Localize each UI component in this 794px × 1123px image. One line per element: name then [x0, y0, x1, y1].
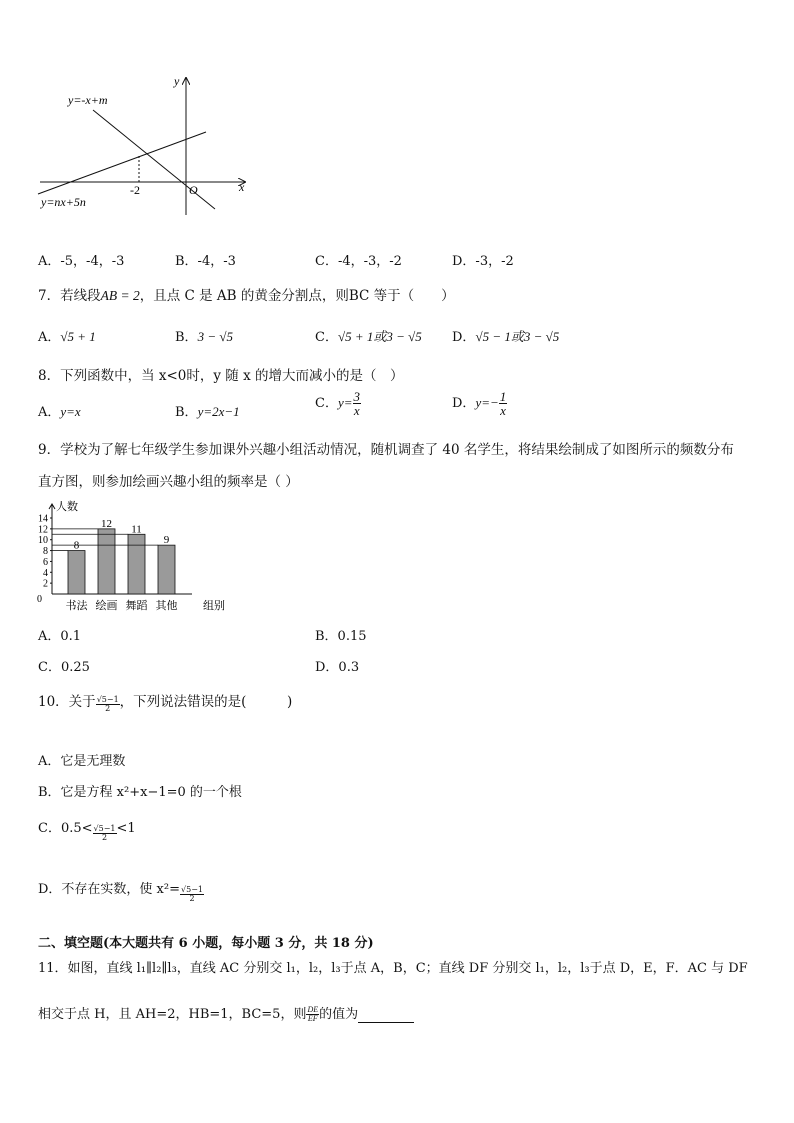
q10-frac-den: 2: [105, 704, 111, 713]
section-2-heading: 二、填空题(本大题共有 6 小题，每小题 3 分，共 18 分): [38, 936, 374, 951]
q7-suffix: ，且点 C 是 AB 的黄金分割点，则BC 等于（ ）: [139, 288, 455, 304]
q8-option-a[interactable]: [38, 401, 81, 420]
q10-fraction: [96, 696, 120, 713]
q8-d-den: x: [500, 403, 506, 418]
q9-option-c[interactable]: C．0.25: [38, 660, 90, 675]
tick-label: -2: [130, 183, 140, 197]
hist-bar: [158, 545, 175, 594]
q8-d-letter: D．: [452, 396, 476, 411]
q10-option-a[interactable]: A．它是无理数: [38, 754, 126, 769]
q11-answer-blank[interactable]: [358, 1022, 414, 1023]
q10-d-frac-num: √5−1: [181, 885, 203, 894]
q6-option-d[interactable]: D．-3，-2: [452, 254, 514, 269]
q7-d-text: √5 − 1或3 − √5: [475, 329, 560, 344]
hist-tick-label: 12: [38, 524, 48, 536]
hist-tick-label: 6: [43, 556, 48, 568]
q9-option-d[interactable]: D．0.3: [315, 660, 360, 675]
q10-c-fraction: [93, 825, 117, 842]
line-y-nx-plus-5n: [38, 132, 206, 194]
q7-d-letter: D．: [452, 330, 476, 345]
q10-d-fraction: [180, 886, 204, 903]
q10-frac-num: √5−1: [96, 695, 119, 704]
hist-tick-label: 14: [38, 513, 48, 525]
q8-d-pre: y=−: [475, 395, 499, 410]
q10-d-frac-den: 2: [189, 894, 195, 903]
q7-ab: AB = 2: [100, 288, 140, 303]
q8-c-pre: y=: [337, 395, 353, 410]
hist-value-label: 12: [101, 517, 112, 530]
q6-option-c[interactable]: C．-4，-3，-2: [315, 254, 402, 269]
hist-tick-label: 10: [38, 535, 48, 547]
q6-option-a[interactable]: A．-5，-4，-3: [38, 254, 125, 269]
q7-c-letter: C．: [315, 330, 338, 345]
q11-line2-pre: 相交于点 H，且 AH=2，HB=1，BC=5，则: [38, 1007, 307, 1022]
hist-category-label: 书法: [65, 600, 88, 612]
q7-prefix: 7．若线段: [38, 288, 101, 304]
hist-category-label: 其他: [155, 600, 178, 612]
hist-value-label: 11: [131, 523, 142, 536]
hist-category-label: 舞蹈: [125, 600, 148, 612]
q8-d-fraction: [499, 390, 508, 417]
q8-a-text: y=x: [60, 404, 81, 419]
hist-x-label: 组别: [203, 600, 225, 612]
hist-bar: [68, 551, 85, 594]
q9-histogram: [30, 496, 240, 616]
q8-option-d[interactable]: [452, 390, 507, 417]
hist-y-label: 人数: [56, 501, 78, 513]
q7-a-text: √5 + 1: [60, 329, 96, 344]
hist-tick-label: 8: [43, 546, 48, 558]
hist-category-label: 绘画: [95, 600, 118, 612]
q10-option-c[interactable]: [38, 815, 136, 842]
hist-value-label: 8: [73, 539, 80, 552]
q7-option-d[interactable]: [452, 326, 559, 345]
q11-line2-post: 的值为: [319, 1007, 359, 1022]
q8-c-letter: C．: [315, 396, 338, 411]
q8-d-num: 1: [499, 389, 507, 404]
q8-c-fraction: [353, 390, 362, 417]
q10-suffix: ，下列说法错误的是( ): [119, 694, 293, 710]
q9-stem-line1: 9．学校为了解七年级学生参加课外兴趣小组活动情况，随机调查了 40 名学生，将结果绘制成了如图所示的频数分布: [38, 442, 734, 458]
q11-line1: 11．如图，直线 l₁∥l₂∥l₃，直线 AC 分别交 l₁，l₂，l₃于点 A，B，C；直线 DF 分别交 l₁，l₂，l₃于点 D，E，F．AC 与 DF: [38, 961, 748, 976]
q10-option-d[interactable]: [38, 876, 204, 903]
q6-graph: [30, 70, 260, 220]
q7-a-letter: A．: [38, 330, 61, 345]
q7-option-a[interactable]: [38, 326, 96, 345]
q7-b-text: 3 − √5: [197, 329, 233, 344]
q10-c-frac-num: √5−1: [93, 824, 116, 833]
q7-stem: [38, 284, 455, 304]
hist-value-label: 9: [163, 534, 170, 547]
q9-option-b[interactable]: B．0.15: [315, 629, 367, 644]
hist-tick-label: 0: [37, 594, 42, 605]
q8-c-den: x: [353, 403, 360, 418]
q7-b-letter: B．: [175, 330, 198, 345]
q8-option-b[interactable]: [175, 401, 240, 420]
q6-option-b[interactable]: B．-4，-3: [175, 254, 236, 269]
q8-b-letter: B．: [175, 405, 198, 420]
q8-a-letter: A．: [38, 405, 61, 420]
q10-c-frac-den: 2: [101, 833, 108, 842]
hist-bar: [98, 529, 115, 594]
label-line1: y=-x+m: [68, 93, 108, 107]
q8-b-text: y=2x−1: [197, 404, 240, 419]
origin-label: O: [189, 183, 198, 197]
hist-bar: [128, 534, 145, 594]
q11-frac-num: DE: [307, 1005, 319, 1014]
q10-prefix: 10．关于: [38, 694, 96, 710]
q7-option-c[interactable]: [315, 326, 422, 345]
q10-c-pre: C．0.5<: [38, 821, 93, 836]
hist-tick-label: 2: [43, 578, 48, 590]
q9-stem-line2: 直方图，则参加绘画兴趣小组的频率是（ ）: [38, 474, 299, 490]
q11-frac-den: EF: [307, 1014, 318, 1023]
hist-tick-label: 4: [43, 567, 48, 579]
q11-line2: [38, 1003, 414, 1023]
label-line2: y=nx+5n: [41, 195, 86, 209]
axis-y-label: y: [174, 74, 180, 88]
q9-option-a[interactable]: A．0.1: [38, 629, 82, 644]
q7-option-b[interactable]: [175, 326, 233, 345]
q10-d-pre: D．不存在实数，使 x²=: [38, 882, 180, 897]
q11-fraction: [306, 1006, 319, 1023]
q7-c-text: √5 + 1或3 − √5: [337, 329, 422, 344]
q10-option-b[interactable]: B．它是方程 x²+x−1=0 的一个根: [38, 785, 242, 800]
axis-x-label: x: [239, 180, 245, 194]
q10-stem: [38, 690, 292, 713]
q8-stem: 8．下列函数中，当 x<0时，y 随 x 的增大而减小的是（ ）: [38, 368, 404, 384]
q8-option-c[interactable]: [315, 390, 361, 417]
q8-c-num: 3: [353, 389, 360, 404]
q10-c-post: <1: [116, 821, 136, 836]
